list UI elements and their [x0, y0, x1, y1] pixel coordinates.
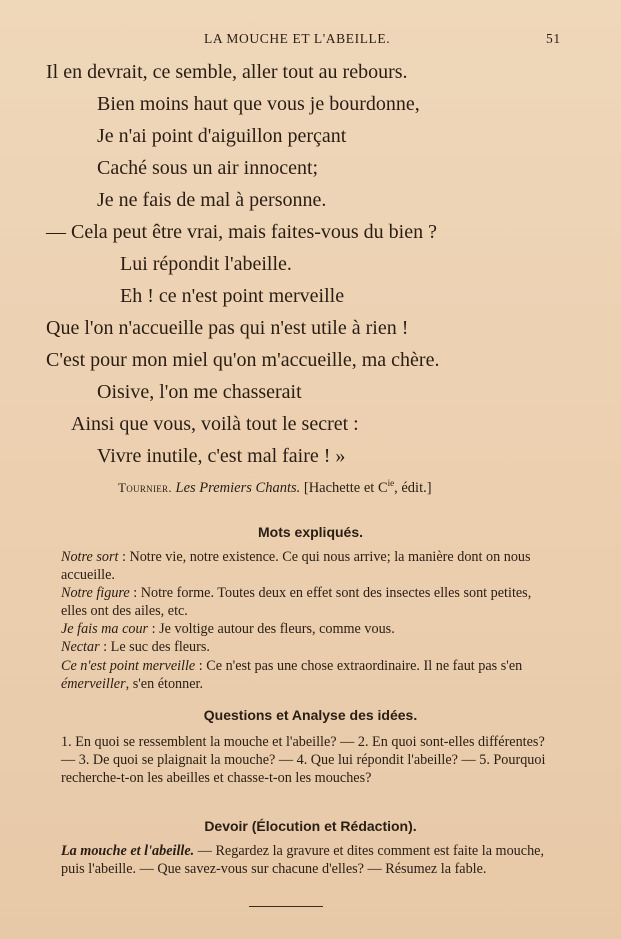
questions-text-block — [45, 733, 557, 787]
mots-title: Mots expliqués. — [257, 524, 364, 540]
gloss-term: Nectar — [61, 639, 100, 656]
poem-line: Ainsi que vous, voilà tout le secret : — [71, 413, 359, 435]
gloss-item — [45, 620, 557, 638]
questions-text: 1. En quoi se ressemblent la mouche et l'abeille? — 2. En quoi sont-elles différentes? — 3. De quoi se plaignait la mouche? — 4. Que lui répondit l'abeille? — 5. Pourquoi recherche-t-on les abeilles et chasse-t-on les mouches? — [61, 734, 546, 787]
source-credit — [118, 478, 432, 497]
devoir-title: Devoir (Élocution et Rédaction). — [204, 818, 417, 834]
mots-list — [45, 548, 557, 693]
gloss-item — [45, 548, 557, 584]
gloss-term: Notre sort — [61, 549, 119, 565]
poem-line: Je n'ai point d'aiguillon perçant — [97, 125, 347, 147]
questions-title: Questions et Analyse des idées. — [203, 707, 418, 723]
poem-line: Oisive, l'on me chasserait — [97, 381, 302, 403]
devoir-text-para — [45, 842, 557, 878]
gloss-text: : Notre forme. Toutes deux en effet sont des insectes elles sont petites, elles ont des ailes, etc. — [61, 585, 532, 620]
credit-author: Tournier. — [118, 479, 172, 495]
credit-publisher-sup: ie — [387, 478, 395, 488]
credit-publisher-end: , édit.] — [394, 479, 432, 496]
poem-line: C'est pour mon miel qu'on m'accueille, ma chère. — [46, 349, 440, 371]
gloss-item — [45, 657, 557, 693]
gloss-item — [45, 584, 557, 620]
gloss-text: : Le suc des fleurs. — [99, 639, 210, 656]
credit-work: Les Premiers Chants. — [175, 479, 301, 496]
poem-line: Bien moins haut que vous je bourdonne, — [97, 93, 420, 115]
poem-line: — Cela peut être vrai, mais faites-vous du bien ? — [46, 221, 437, 243]
gloss-emphasis: émerveiller — [61, 675, 126, 692]
devoir-block — [45, 842, 557, 878]
poem-line: Je ne fais de mal à personne. — [97, 189, 327, 211]
gloss-text: : Je voltige autour des fleurs, comme vous. — [148, 621, 395, 638]
gloss-item — [45, 638, 557, 656]
page-number: 51 — [546, 31, 561, 46]
running-title: LA MOUCHE ET L'ABEILLE. — [204, 31, 391, 46]
devoir-text: — Regardez la gravure et dites comment est faite la mouche, puis l'abeille. — Que savez-vous sur chacune d'elles? — Résumez la fable. — [61, 843, 545, 878]
devoir-term: La mouche et l'abeille. — [61, 843, 195, 859]
gloss-term: Notre figure — [61, 585, 130, 602]
end-rule — [249, 906, 323, 907]
poem-line: Caché sous un air innocent; — [97, 157, 319, 179]
gloss-term: Ce n'est point merveille — [61, 657, 196, 674]
gloss-text: : Notre vie, notre existence. Ce qui nous arrive; la manière dont on nous accueille. — [61, 549, 531, 584]
gloss-text-tail: , s'en étonner. — [125, 675, 204, 692]
credit-publisher: [Hachette et C — [303, 479, 388, 496]
poem-line: Que l'on n'accueille pas qui n'est utile à rien ! — [46, 317, 409, 339]
poem-line: Lui répondit l'abeille. — [120, 253, 292, 275]
poem-line: Eh ! ce n'est point merveille — [120, 285, 345, 307]
gloss-text: : Ce n'est pas une chose extraordinaire. Il ne faut pas s'en — [195, 657, 523, 674]
running-header — [0, 31, 621, 51]
gloss-term: Je fais ma cour — [61, 621, 149, 638]
poem-line: Il en devrait, ce semble, aller tout au rebours. — [46, 61, 408, 83]
poem-line: Vivre inutile, c'est mal faire ! » — [97, 445, 346, 467]
